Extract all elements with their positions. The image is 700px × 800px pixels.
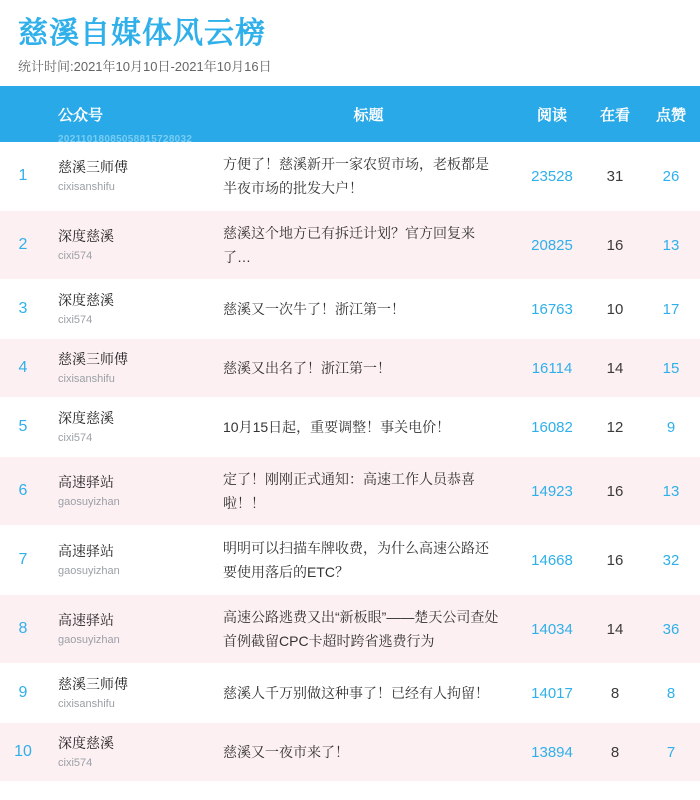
row-read-count: 16763 xyxy=(531,300,573,318)
row-watch-count: 16 xyxy=(606,236,624,254)
row-account[interactable] xyxy=(46,664,221,722)
row-rank: 10 xyxy=(14,743,32,760)
row-article-title[interactable]: 10月15日起，重要调整！事关电价！ xyxy=(223,419,451,435)
table-row[interactable] xyxy=(0,280,700,339)
row-like-count: 8 xyxy=(666,684,676,702)
row-article-title[interactable]: 方便了！慈溪新开一家农贸市场，老板都是半夜市场的批发大户！ xyxy=(223,156,489,196)
row-watch-count: 31 xyxy=(606,167,624,185)
row-watch-count: 8 xyxy=(610,743,620,761)
row-like-count: 15 xyxy=(662,359,680,377)
table-row[interactable] xyxy=(0,398,700,457)
row-article-title[interactable]: 慈溪又一次牛了！浙江第一！ xyxy=(223,301,405,317)
row-rank: 1 xyxy=(18,167,28,184)
row-like-count: 7 xyxy=(666,743,676,761)
row-read-count: 14923 xyxy=(531,482,573,500)
account-pinyin: gaosuyizhan xyxy=(58,565,120,577)
account-pinyin: cixi574 xyxy=(58,250,93,262)
row-rank: 3 xyxy=(18,300,28,317)
row-account[interactable] xyxy=(46,723,221,781)
row-watch-count: 12 xyxy=(606,418,624,436)
account-pinyin: cixisanshifu xyxy=(58,698,115,710)
row-read-count: 13894 xyxy=(531,743,573,761)
account-pinyin: cixisanshifu xyxy=(58,181,115,193)
row-watch-count: 8 xyxy=(610,684,620,702)
row-like-count: 9 xyxy=(666,418,676,436)
column-header-account xyxy=(46,104,221,145)
account-pinyin: cixi574 xyxy=(58,314,93,326)
row-watch-count: 14 xyxy=(606,620,624,638)
account-name: 慈溪三师傅 xyxy=(58,159,128,175)
row-like-count: 36 xyxy=(662,620,680,638)
row-rank: 8 xyxy=(18,620,28,637)
row-article-title[interactable]: 定了！刚刚正式通知：高速工作人员恭喜啦！！ xyxy=(223,471,475,511)
row-watch-count: 16 xyxy=(606,551,624,569)
row-rank: 6 xyxy=(18,482,28,499)
row-watch-count: 10 xyxy=(606,300,624,318)
table-row[interactable] xyxy=(0,664,700,723)
table-row[interactable] xyxy=(0,211,700,280)
row-read-count: 23528 xyxy=(531,167,573,185)
row-read-count: 20825 xyxy=(531,236,573,254)
row-like-count: 13 xyxy=(662,482,680,500)
column-header-account-label: 公众号 xyxy=(58,106,104,124)
row-rank: 2 xyxy=(18,236,28,253)
account-name: 高速驿站 xyxy=(58,543,114,559)
row-read-count: 14034 xyxy=(531,620,573,638)
account-pinyin: gaosuyizhan xyxy=(58,634,120,646)
row-account[interactable] xyxy=(46,595,221,663)
row-rank: 9 xyxy=(18,684,28,701)
row-rank: 7 xyxy=(18,551,28,568)
row-account[interactable] xyxy=(46,142,221,210)
row-like-count: 26 xyxy=(662,167,680,185)
account-name: 高速驿站 xyxy=(58,612,114,628)
account-pinyin: cixi574 xyxy=(58,432,93,444)
row-read-count: 14668 xyxy=(531,551,573,569)
row-watch-count: 14 xyxy=(606,359,624,377)
table-row[interactable] xyxy=(0,142,700,211)
row-read-count: 16082 xyxy=(531,418,573,436)
table-row[interactable] xyxy=(0,457,700,526)
account-name: 深度慈溪 xyxy=(58,735,114,751)
table-row[interactable] xyxy=(0,526,700,595)
row-rank: 5 xyxy=(18,418,28,435)
column-header-title: 标题 xyxy=(353,106,384,124)
table-body xyxy=(0,142,700,782)
row-read-count: 16114 xyxy=(531,359,573,377)
column-header-like: 点赞 xyxy=(655,106,686,124)
row-article-title[interactable]: 慈溪又出名了！浙江第一！ xyxy=(223,360,391,376)
row-account[interactable] xyxy=(46,339,221,397)
row-article-title[interactable]: 慈溪人千万别做这种事了！已经有人拘留！ xyxy=(223,685,489,701)
row-account[interactable] xyxy=(46,526,221,594)
row-article-title[interactable]: 慈溪这个地方已有拆迁计划？官方回复来了… xyxy=(223,225,475,265)
account-pinyin: cixisanshifu xyxy=(58,373,115,385)
row-like-count: 17 xyxy=(662,300,680,318)
page-title: 慈溪自媒体风云榜 xyxy=(18,17,266,50)
table-row[interactable] xyxy=(0,723,700,782)
row-account[interactable] xyxy=(46,211,221,279)
account-name: 慈溪三师傅 xyxy=(58,351,128,367)
account-name: 高速驿站 xyxy=(58,474,114,490)
account-name: 深度慈溪 xyxy=(58,292,114,308)
row-rank: 4 xyxy=(18,359,28,376)
table-row[interactable] xyxy=(0,595,700,664)
row-like-count: 13 xyxy=(662,236,680,254)
table-row[interactable] xyxy=(0,339,700,398)
column-header-watch: 在看 xyxy=(599,106,630,124)
row-watch-count: 16 xyxy=(606,482,624,500)
account-name: 慈溪三师傅 xyxy=(58,676,128,692)
row-account[interactable] xyxy=(46,457,221,525)
row-article-title[interactable]: 明明可以扫描车牌收费，为什么高速公路还要使用落后的ETC？ xyxy=(223,540,489,580)
code-stamp: 20211018085058815728032 xyxy=(58,133,193,145)
account-name: 深度慈溪 xyxy=(58,228,114,244)
table-header-row xyxy=(0,86,700,145)
account-name: 深度慈溪 xyxy=(58,410,114,426)
row-account[interactable] xyxy=(46,280,221,338)
page-header xyxy=(0,0,700,86)
row-article-title[interactable]: 慈溪又一夜市来了！ xyxy=(223,744,349,760)
page-subtitle: 统计时间:2021年10月10日-2021年10月16日 xyxy=(18,59,272,74)
account-pinyin: gaosuyizhan xyxy=(58,496,120,508)
row-read-count: 14017 xyxy=(531,684,573,702)
row-article-title[interactable]: 高速公路逃费又出“新板眼”——楚天公司查处首例截留CPC卡超时跨省逃费行为 xyxy=(223,609,499,649)
row-account[interactable] xyxy=(46,398,221,456)
row-like-count: 32 xyxy=(662,551,680,569)
column-header-read: 阅读 xyxy=(536,106,567,124)
account-pinyin: cixi574 xyxy=(58,757,93,769)
